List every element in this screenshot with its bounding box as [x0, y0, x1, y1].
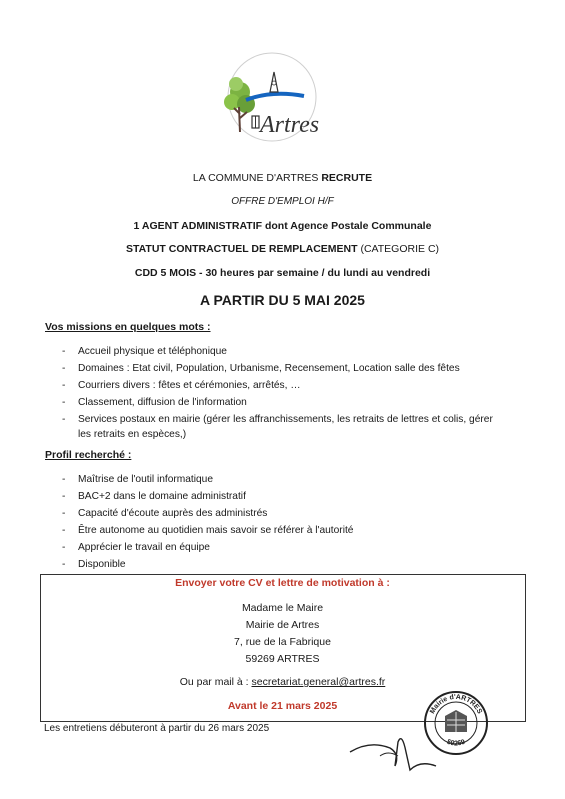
start-date: A PARTIR DU 5 MAI 2025 [200, 292, 365, 308]
list-item: - Maîtrise de l'outil informatique [62, 472, 502, 489]
offer-label: OFFRE D'EMPLOI H/F [231, 196, 334, 207]
signature [340, 722, 450, 782]
list-item: - Disponible [62, 557, 502, 574]
profile-title: Profil recherché : [45, 449, 132, 461]
commune-logo [212, 52, 332, 152]
status-line: STATUT CONTRACTUEL DE REMPLACEMENT (CATEGORIE C) [125, 243, 440, 255]
list-item: - Apprécier le travail en équipe [62, 540, 502, 557]
position-title: 1 AGENT ADMINISTRATIF dont Agence Postale Communale [133, 220, 432, 232]
missions-list [62, 344, 502, 443]
email-link[interactable]: secretariat.general@artres.fr [251, 676, 386, 688]
list-item: - Courriers divers : fêtes et cérémonies, arrêtés, … [62, 378, 502, 395]
profile-list [62, 472, 502, 574]
address-line: Mairie de Artres [245, 619, 320, 631]
email-line: Ou par mail à : secretariat.general@artres.fr [179, 676, 386, 688]
list-item: - Domaines : Etat civil, Population, Urbanisme, Recensement, Location salle des fêtes [62, 361, 502, 378]
list-item: - Capacité d'écoute auprès des administrés [62, 506, 502, 523]
recruit-heading: LA COMMUNE D'ARTRES RECRUTE [192, 172, 373, 184]
logo-wordmark: Artres [260, 112, 320, 138]
stamp-text: Mairie d'ARTRES [429, 693, 483, 716]
missions-title: Vos missions en quelques mots : [45, 321, 211, 333]
list-item: - BAC+2 dans le domaine administratif [62, 489, 502, 506]
interviews-note: Les entretiens débuteront à partir du 26 mars 2025 [44, 723, 270, 734]
address-line: 59269 ARTRES [245, 653, 320, 665]
stamp-text: 59269 [445, 738, 467, 748]
address-line: Madame le Maire [241, 602, 324, 614]
list-item: - Être autonome au quotidien mais savoir se référer à l'autorité [62, 523, 502, 540]
list-item: - Classement, diffusion de l'information [62, 395, 502, 412]
application-heading: Envoyer votre CV et lettre de motivation à : [175, 577, 390, 589]
address-line: 7, rue de la Fabrique [234, 636, 331, 648]
list-item: - Accueil physique et téléphonique [62, 344, 502, 361]
list-item: - Services postaux en mairie (gérer les affranchissements, les retraits de lettres et colis, gérer les retraits en espèces,) [62, 412, 502, 443]
contract-line: CDD 5 MOIS - 30 heures par semaine / du lundi au vendredi [134, 267, 431, 279]
deadline: Avant le 21 mars 2025 [227, 700, 338, 712]
